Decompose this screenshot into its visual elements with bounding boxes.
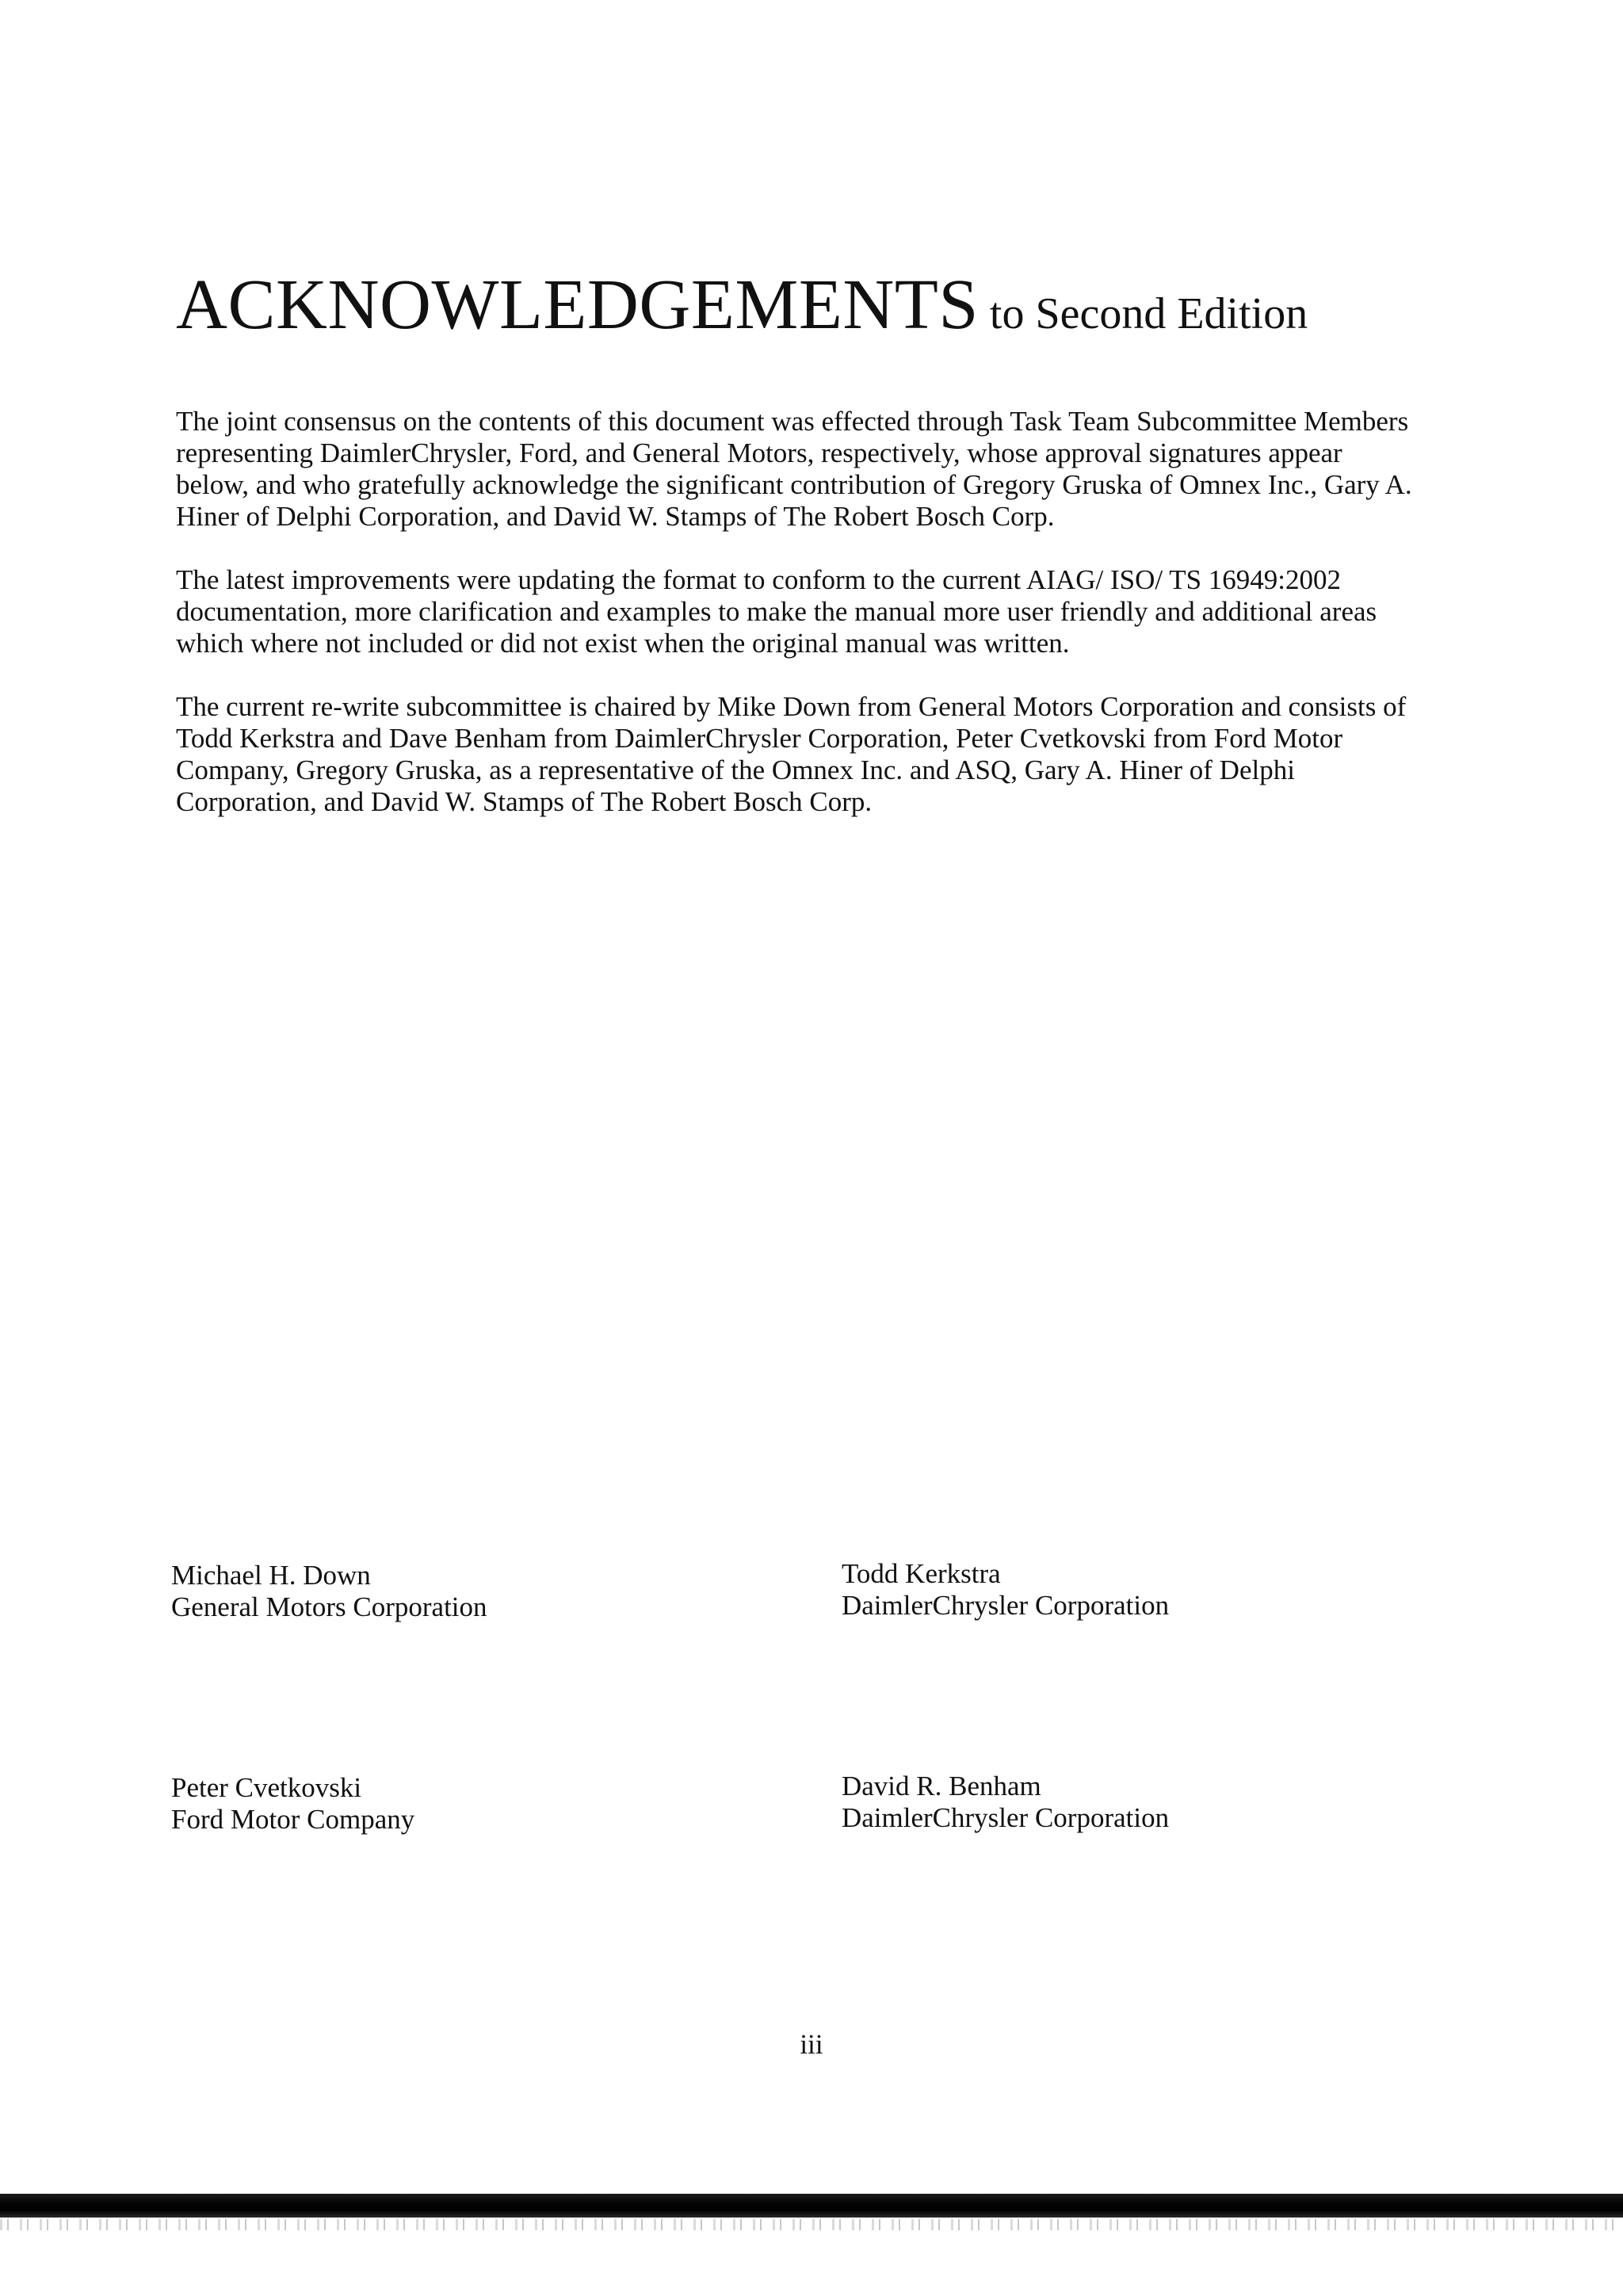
signatory-organization: DaimlerChrysler Corporation	[842, 1802, 1170, 1833]
signatory-organization: DaimlerChrysler Corporation	[842, 1590, 1170, 1621]
page-title	[176, 266, 1308, 344]
signatory-name: Todd Kerkstra	[842, 1558, 1001, 1589]
signatory-name: Michael H. Down	[171, 1560, 371, 1591]
signatory-name: David R. Benham	[842, 1771, 1041, 1801]
signatory-name: Peter Cvetkovski	[171, 1772, 362, 1803]
signature-block-benham	[842, 1771, 1169, 1834]
paragraph-consensus: The joint consensus on the contents of this document was effected through Task Team Subcommittee Members representing DaimlerChrysler, Ford, and General Motors, respectively, whose approval signatures appear below, and who gratefully acknowledge the significant contribution of Gregory Gruska of Omnex Inc., Gary A. Hiner of Delphi Corporation, and David W. Stamps of The Robert Bosch Corp.	[176, 406, 1412, 532]
scan-border-bar	[0, 2194, 1623, 2218]
signatory-organization: General Motors Corporation	[171, 1591, 487, 1622]
signature-block-down	[171, 1560, 487, 1623]
signature-block-cvetkovski	[171, 1772, 414, 1836]
scan-noise-strip	[0, 2219, 1623, 2230]
paragraph-subcommittee: The current re-write subcommittee is chaired by Mike Down from General Motors Corporation and consists of Todd Kerkstra and Dave Benham from DaimlerChrysler Corporation, Peter Cvetkovski from Ford Motor Company, Gregory Gruska, as a representative of the Omnex Inc. and ASQ, Gary A. Hiner of Delphi Corporation, and David W. Stamps of The Robert Bosch Corp.	[176, 691, 1407, 817]
title-main: ACKNOWLEDGEMENTS	[176, 266, 979, 344]
signature-block-kerkstra	[842, 1558, 1169, 1622]
signatory-organization: Ford Motor Company	[171, 1804, 415, 1835]
paragraph-improvements: The latest improvements were updating the format to conform to the current AIAG/ ISO/ TS 16949:2002 documentation, more clarification and examples to make the manual more user friendly and additional areas which where not included or did not exist when the original manual was written.	[176, 564, 1377, 659]
title-subtitle: to Second Edition	[989, 289, 1308, 338]
page-number: iii	[800, 2029, 823, 2060]
